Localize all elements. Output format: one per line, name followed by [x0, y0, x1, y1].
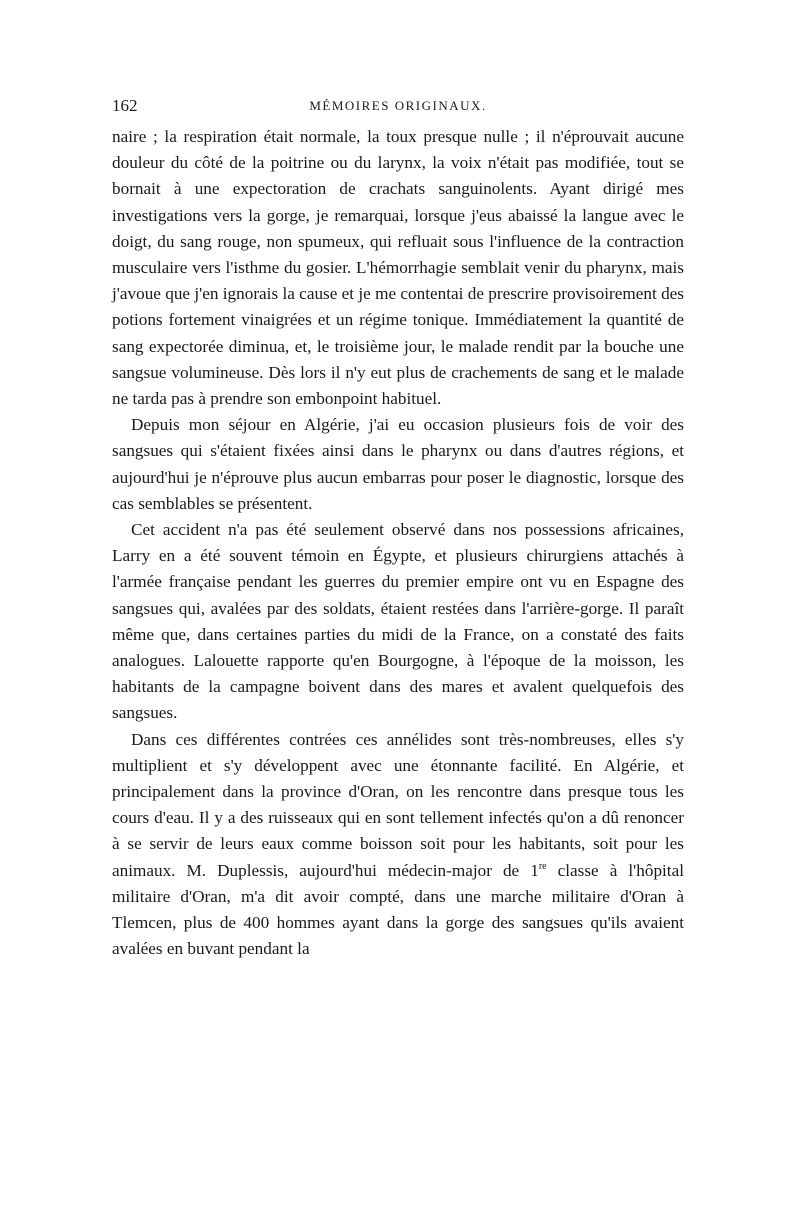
paragraph-text: Dans ces différentes contrées ces annélides sont très-nombreuses, elles s'y multiplient et s'y développent avec une étonnante facilité. En Algérie, et principalement dans la province d'Oran, on les rencontre dans presque tous les cours d'eau. Il y a des ruisseaux qui en sont tellement infectés qu'on a dû renoncer à se servir de leurs eaux comme boisson soit pour les habitants, soit pour les animaux. M. Duplessis, aujourd'hui médecin-major de 1 — [112, 729, 684, 880]
running-title: MÉMOIRES ORIGINAUX. — [309, 98, 487, 113]
paragraph — [112, 727, 684, 963]
ordinal-superscript: re — [538, 860, 547, 872]
body-text — [112, 124, 684, 963]
paragraph-continued: naire ; la respiration était normale, la toux presque nulle ; il n'éprouvait aucune douleur du côté de la poitrine ou du larynx, la voix n'était pas modifiée, tout se bornait à une expectoration de crachats sanguinolents. Ayant dirigé mes investigations vers la gorge, je remarquai, lorsque j'eus abaissé la langue avec le doigt, du sang rouge, non spumeux, qui refluait sous l'influence de la contraction musculaire vers l'isthme du gosier. L'hémorrhagie semblait venir du pharynx, mais j'avoue que j'en ignorais la cause et je me contentai de prescrire provisoirement des potions fortement vinaigrées et un régime tonique. Immédiatement la quantité de sang expectorée diminua, et, le troisième jour, le malade rendit par la bouche une sangsue volumineuse. Dès lors il n'y eut plus de crachements de sang et le malade ne tarda pas à prendre son embonpoint habituel. — [112, 127, 684, 409]
book-page — [112, 96, 684, 963]
paragraph: Cet accident n'a pas été seulement observé dans nos possessions africaines, Larry en a été souvent témoin en Égypte, et plusieurs chirurgiens attachés à l'armée française pendant les guerres du premier empire ont vu en Espagne des sangsues qui, avalées par des soldats, étaient restées dans l'arrière-gorge. Il paraît même que, dans certaines parties du midi de la France, on a constaté des faits analogues. Lalouette rapporte qu'en Bourgogne, à l'époque de la moisson, les habitants de la campagne boivent dans des mares et avalent quelquefois des sangsues. — [112, 520, 684, 723]
paragraph: Depuis mon séjour en Algérie, j'ai eu occasion plusieurs fois de voir des sangsues qui s'étaient fixées ainsi dans le pharynx ou dans d'autres régions, et aujourd'hui je n'éprouve plus aucun embarras pour poser le diagnostic, lorsque des cas semblables se présentent. — [112, 415, 684, 513]
running-head — [112, 96, 684, 118]
page-number: 162 — [112, 96, 138, 115]
paragraph-text: classe à l'hôpital militaire d'Oran, m'a dit avoir compté, dans une marche militaire d'Oran à Tlemcen, plus de 400 hommes ayant dans la gorge des sangsues qu'ils avaient avalées en buvant pendant la — [112, 860, 684, 959]
